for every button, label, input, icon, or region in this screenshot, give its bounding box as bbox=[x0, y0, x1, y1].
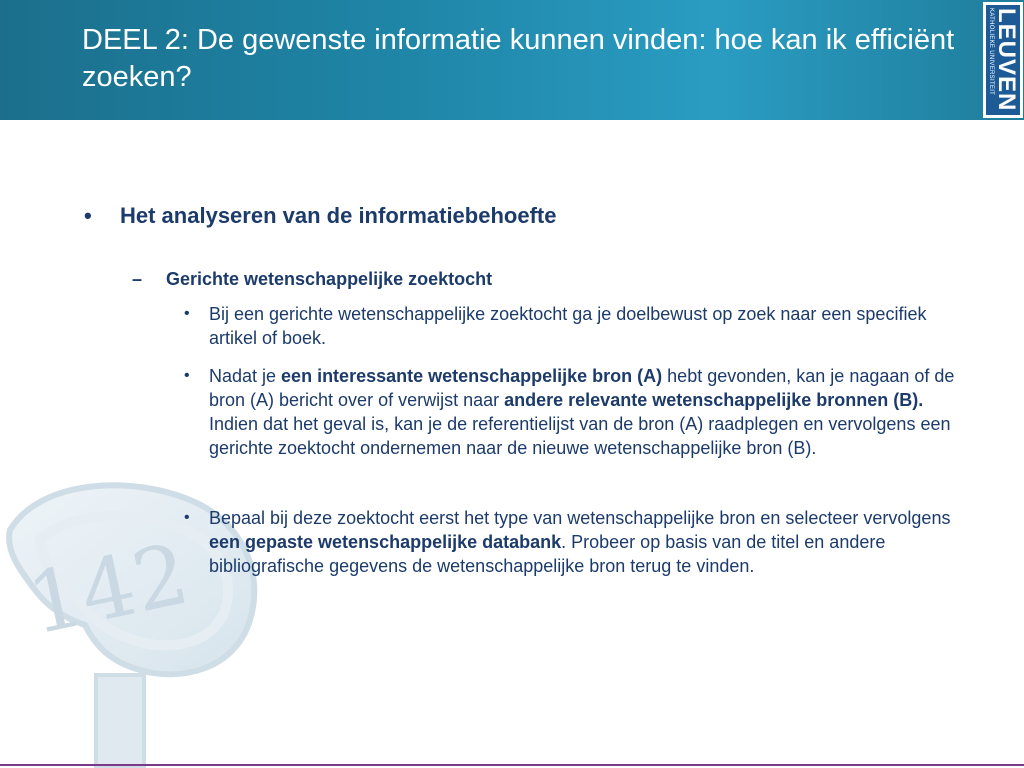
detail-2-part2: hebt gevonden, kan je nagaan of de bron (A) bericht over of verwijst naar bbox=[209, 366, 955, 410]
detail-text-2 bbox=[209, 364, 964, 460]
sub-heading-text: Gerichte wetenschappelijke zoektocht bbox=[166, 269, 493, 289]
bullet-icon: • bbox=[184, 367, 190, 384]
slide-title: DEEL 2: De gewenste informatie kunnen vinden: hoe kan ik efficiënt zoeken? bbox=[82, 24, 955, 93]
detail-2-bold1: een interessante wetenschappelijke bron (A) bbox=[281, 366, 663, 386]
bullet-icon: • bbox=[184, 305, 190, 322]
detail-3-part2: . Probeer op basis van de titel en andere bibliografische gegevens de wetenschappelijke bron terug te vinden. bbox=[209, 532, 886, 576]
main-bullet-text: Het analyseren van de informatiebehoefte bbox=[120, 203, 557, 228]
bullet-icon: • bbox=[84, 203, 92, 228]
logo-subtitle: KATHOLIEKE UNIVERSITEIT bbox=[988, 8, 994, 96]
detail-text-3 bbox=[209, 506, 964, 578]
detail-2-bold2: andere relevante wetenschappelijke bronnen (B). bbox=[504, 390, 924, 410]
bullet-icon: • bbox=[184, 509, 190, 526]
dash-icon: – bbox=[132, 269, 143, 289]
detail-2-part3: Indien dat het geval is, kan je de referentielijst van de bron (A) raadplegen en vervolgens een gerichte zoektocht ondernemen naar de nieuwe wetenschappelijke bron (B). bbox=[209, 414, 951, 458]
detail-text-1: Bij een gerichte wetenschappelijke zoektocht ga je doelbewust op zoek naar een specifiek artikel of boek. bbox=[209, 304, 927, 348]
detail-3-bold1: een gepaste wetenschappelijke databank bbox=[209, 532, 562, 552]
logo-name: LEUVEN bbox=[993, 8, 1020, 112]
detail-2-part1: Nadat je bbox=[209, 366, 282, 386]
detail-3-part1: Bepaal bij deze zoektocht eerst het type van wetenschappelijke bron en selecteer vervolgens bbox=[209, 508, 951, 528]
watermark-number: 142 bbox=[19, 524, 197, 654]
